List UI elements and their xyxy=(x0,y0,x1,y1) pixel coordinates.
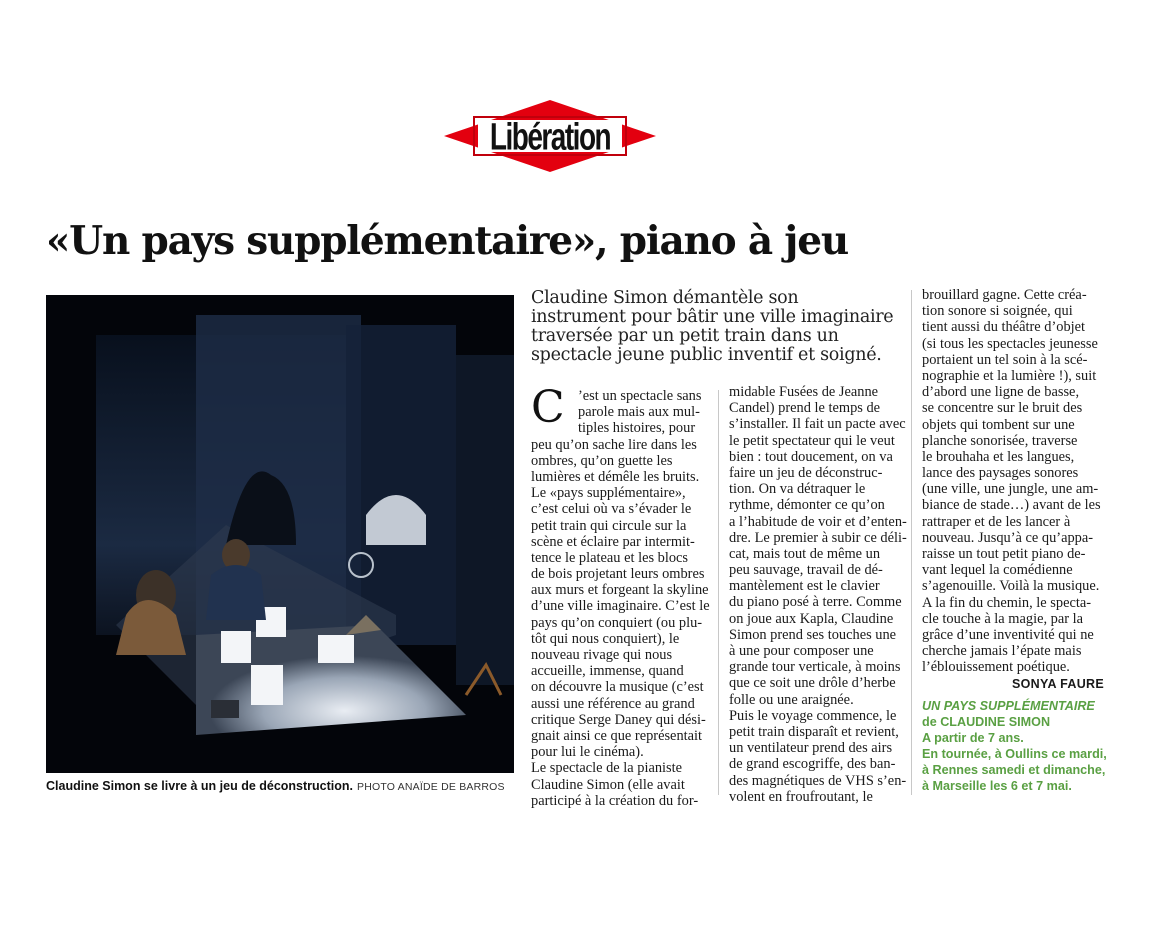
text-line: peu sauvage, travail de dé- xyxy=(729,562,883,579)
author-signature: SONYA FAURE xyxy=(1012,676,1104,691)
article-lede: Claudine Simon démantèle son instrument pour bâtir une ville imaginaire traversée par un petit train dans un spectacle jeune public inventif et soigné. xyxy=(531,288,894,365)
text-line: Claudine Simon (elle avait xyxy=(531,776,685,793)
tour-date: à Rennes samedi et dimanche, xyxy=(922,763,1106,778)
text-line: des magnétiques de VHS s’en- xyxy=(729,772,907,789)
text-line: dre. Le premier à subir ce déli- xyxy=(729,529,907,546)
text-line: Candel) prend le temps de xyxy=(729,400,881,417)
logo-text: Libération xyxy=(489,116,611,159)
article-column-3 xyxy=(922,287,1104,692)
text-line: a l’habitude de voir et d’enten- xyxy=(729,513,907,530)
article-column-2 xyxy=(729,384,907,805)
text-line: pour lui le cinéma). xyxy=(531,744,644,761)
liberation-logo-mark xyxy=(444,97,656,175)
drop-cap: C xyxy=(531,382,565,433)
column-divider xyxy=(911,290,912,795)
text-line: nouveau. Jusqu’à ce qu’appa- xyxy=(922,529,1094,546)
text-line: un ventilateur prend des airs xyxy=(729,740,893,757)
text-line: folle ou une araignée. xyxy=(729,691,854,708)
text-line: petit train disparaît et revient, xyxy=(729,723,899,740)
text-line: pays qu’on conquiert (ou plu- xyxy=(531,614,703,631)
text-line: critique Serge Daney qui dési- xyxy=(531,711,706,728)
text-line: vant lequel la comédienne xyxy=(922,562,1073,579)
caption-text: Claudine Simon se livre à un jeu de déconstruction. xyxy=(46,779,354,793)
text-line: que ce soit une drôle d’herbe xyxy=(729,675,896,692)
text-line: d’abord une ligne de basse, xyxy=(922,384,1080,401)
text-line: grâce d’une inventivité qui ne xyxy=(922,626,1094,643)
text-line: cherche jamais l’épate mais xyxy=(922,643,1082,660)
tour-date: à Marseille les 6 et 7 mai. xyxy=(922,779,1072,794)
text-line: biance de stade…) avant de les xyxy=(922,497,1101,514)
photo-caption xyxy=(46,778,526,793)
article-column-1 xyxy=(531,382,710,809)
text-line: c’est celui où va s’évader le xyxy=(531,501,692,518)
headline: «Un pays supplémentaire», piano à jeu xyxy=(46,218,848,264)
text-line: l’éblouissement poétique. xyxy=(922,659,1070,676)
text-line: nouveau rivage qui nous xyxy=(531,647,673,663)
text-line: Simon prend ses touches une xyxy=(729,626,897,643)
text-line: A la fin du chemin, le specta- xyxy=(922,594,1092,611)
text-line: volent en froufroutant, le xyxy=(729,788,873,805)
text-line: tiples histoires, pour xyxy=(578,420,696,437)
photo-credit: PHOTO ANAÏDE DE BARROS xyxy=(357,781,505,793)
text-line: aux murs et forgeant la skyline xyxy=(531,582,709,599)
text-line: peu qu’on sache lire dans les xyxy=(531,436,697,453)
text-line: on découvre la musique (c’est xyxy=(531,679,704,696)
text-line: d’une ville imaginaire. C’est le xyxy=(531,598,710,615)
show-age: A partir de 7 ans. xyxy=(922,731,1024,746)
text-line: grande tour verticale, à moins xyxy=(729,659,901,676)
show-byline: de CLAUDINE SIMON xyxy=(922,715,1051,730)
text-line: se concentre sur le bruit des xyxy=(922,400,1083,417)
text-line: de grand escogriffe, des ban- xyxy=(729,756,896,773)
text-line: tion sonore si soignée, qui xyxy=(922,303,1073,320)
text-line: (une ville, une jungle, une am- xyxy=(922,481,1099,498)
text-line: s’agenouille. Voilà la musique. xyxy=(922,578,1100,595)
text-line: objets qui tombent sur une xyxy=(922,416,1075,433)
liberation-logo xyxy=(444,97,656,175)
text-line: gnait ainsi ce que représentait xyxy=(531,727,703,744)
show-title: UN PAYS SUPPLÉMENTAIRE xyxy=(922,699,1095,713)
text-line: Puis le voyage commence, le xyxy=(729,707,897,724)
text-line: mantèlement est le clavier xyxy=(729,578,880,595)
text-line: lance des paysages sonores xyxy=(922,465,1079,482)
text-line: ’est un spectacle sans xyxy=(578,388,702,404)
text-line: cle touche à la magie, par la xyxy=(922,610,1084,627)
text-line: s’installer. Il fait un pacte avec xyxy=(729,416,906,433)
text-line: raisse un tout petit piano de- xyxy=(922,546,1086,562)
text-line: tient aussi du théâtre d’objet xyxy=(922,319,1086,336)
text-line: ombres, qu’on guette les xyxy=(531,452,673,469)
text-line: brouillard gagne. Cette créa- xyxy=(922,287,1087,303)
column-divider xyxy=(718,390,719,795)
text-line: le brouhaha et les langues, xyxy=(922,448,1075,465)
text-line: midable Fusées de Jeanne xyxy=(729,384,879,400)
text-line: le petit spectateur qui le veut xyxy=(729,432,895,449)
show-info-box xyxy=(922,698,1112,795)
text-line: accueille, immense, quand xyxy=(531,663,684,680)
text-line: (si tous les spectacles jeunesse xyxy=(922,335,1098,352)
text-line: rythme, démonter ce qu’on xyxy=(729,497,885,514)
text-line: lumières et démêle les bruits. xyxy=(531,468,700,485)
tour-date: En tournée, à Oullins ce mardi, xyxy=(922,747,1107,762)
text-line: cat, mais tout de même un xyxy=(729,545,881,562)
text-line: Le spectacle de la pianiste xyxy=(531,760,683,777)
text-line: nographie et la lumière !), suit xyxy=(922,367,1097,384)
text-line: rattraper et de les lancer à xyxy=(922,513,1071,530)
text-line: faire un jeu de déconstruc- xyxy=(729,464,883,481)
text-line: aussi une référence au grand xyxy=(531,695,695,712)
text-line: bien : tout doucement, on va xyxy=(729,448,893,465)
text-line: planche sonorisée, traverse xyxy=(922,432,1078,449)
text-line: du piano posé à terre. Comme xyxy=(729,594,902,611)
text-line: parole mais aux mul- xyxy=(578,404,700,421)
text-line: petit train qui circule sur la xyxy=(531,517,687,534)
text-line: on joue aux Kapla, Claudine xyxy=(729,610,894,627)
text-line: à une pour composer une xyxy=(729,643,874,659)
text-line: Le «pays supplémentaire», xyxy=(531,485,686,502)
text-line: tôt qui nous conquiert), le xyxy=(531,630,680,647)
article-photo xyxy=(46,295,514,773)
text-line: tence le plateau et les blocs xyxy=(531,549,689,566)
text-line: portaient un tel soin à la scé- xyxy=(922,351,1088,368)
text-line: tion. On va détraquer le xyxy=(729,481,866,498)
text-line: scène et éclaire par intermit- xyxy=(531,533,695,550)
text-line: participé à la création du for- xyxy=(531,792,699,809)
text-line: de bois projetant leurs ombres xyxy=(531,566,705,583)
